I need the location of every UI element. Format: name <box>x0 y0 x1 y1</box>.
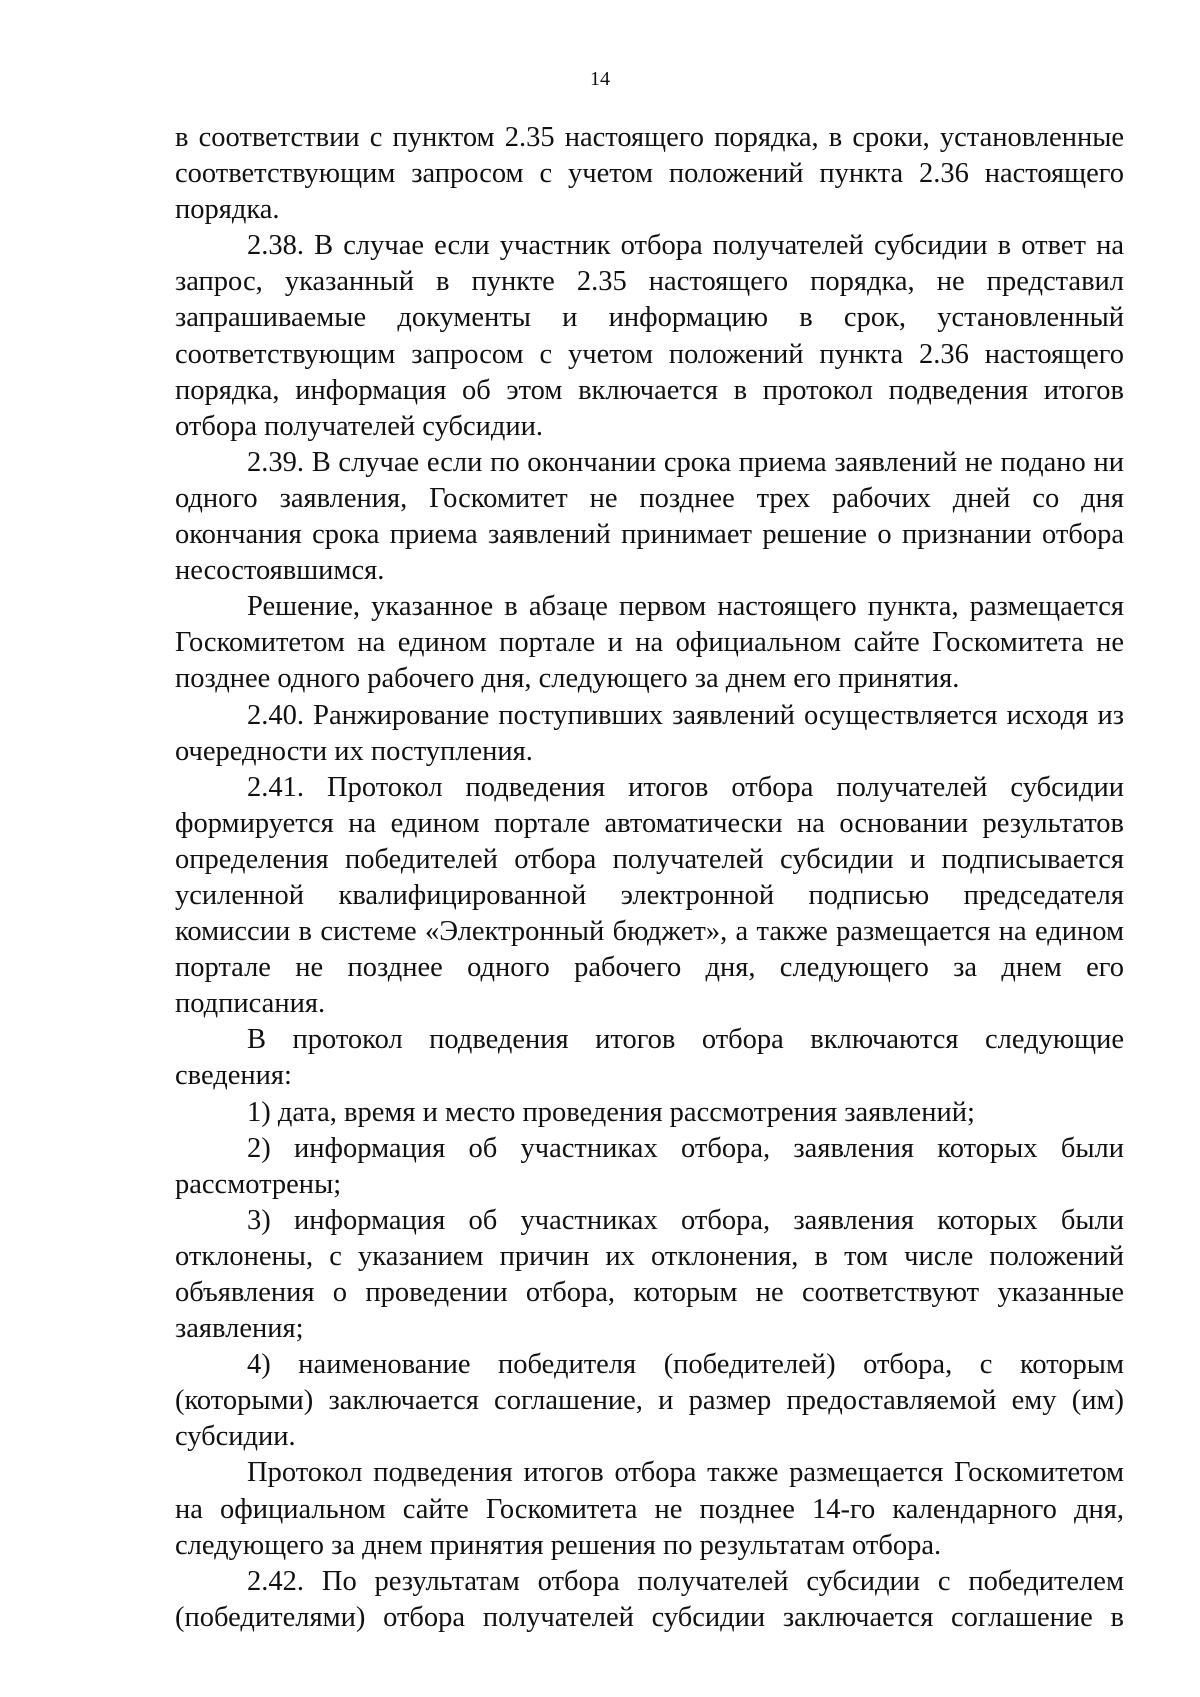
list-item-4: 4) наименование победителя (победителей) отбора, с которым (которыми) заключается соглашение, и размер предоставляемой ему (им) субсидии. <box>175 1349 1124 1453</box>
paragraph-continuation: в соответствии с пунктом 2.35 настоящего порядка, в сроки, установленные соответствующим запросом с учетом положений пункта 2.36 настоящего порядка. <box>175 122 1124 226</box>
paragraph-2-42: 2.42. По результатам отбора получателей субсидии с победителем (победителями) отбора получателей субсидии заключается соглашение в <box>175 1565 1124 1633</box>
document-body <box>175 120 1124 1636</box>
paragraph-2-38: 2.38. В случае если участник отбора получателей субсидии в ответ на запрос, указанный в пункте 2.35 настоящего порядка, не представил запрашиваемые документы и информацию в срок, установленный соответствующим запросом с учетом положений пункта 2.36 настоящего порядка, информация об этом включается в протокол подведения итогов отбора получателей субсидии. <box>175 230 1124 442</box>
page-number: 14 <box>590 68 610 90</box>
list-item-3: 3) информация об участниках отбора, заявления которых были отклонены, с указанием причин их отклонения, в том числе положений объявления о проведении отбора, которым не соответствуют указанные заявления; <box>175 1204 1124 1345</box>
list-item-1: 1) дата, время и место проведения рассмотрения заявлений; <box>247 1096 975 1128</box>
paragraph-2-40: 2.40. Ранжирование поступивших заявлений осуществляется исходя из очередности их поступления. <box>175 699 1124 767</box>
paragraph-protocol-contents: В протокол подведения итогов отбора включаются следующие сведения: <box>175 1024 1124 1092</box>
paragraph-2-39: 2.39. В случае если по окончании срока приема заявлений не подано ни одного заявления, Госкомитет не позднее трех рабочих дней со дня окончания срока приема заявлений принимает решение о признании отбора несостоявшимся. <box>175 446 1124 587</box>
paragraph-2-39-decision: Решение, указанное в абзаце первом настоящего пункта, размещается Госкомитетом на едином портале и на официальном сайте Госкомитета не позднее одного рабочего дня, следующего за днем его принятия. <box>175 591 1124 695</box>
paragraph-2-41: 2.41. Протокол подведения итогов отбора получателей субсидии формируется на едином портале автоматически на основании результатов определения победителей отбора получателей субсидии и подписывается усиленной квалифицированной электронной подписью председателя комиссии в системе «Электронный бюджет», а также размещается на едином портале не позднее одного рабочего дня, следующего за днем его подписания. <box>175 771 1124 1020</box>
list-item-2: 2) информация об участниках отбора, заявления которых были рассмотрены; <box>175 1132 1124 1200</box>
paragraph-protocol-publication: Протокол подведения итогов отбора также размещается Госкомитетом на официальном сайте Госкомитета не позднее 14-го календарного дня, следующего за днем принятия решения по результатам отбора. <box>175 1457 1124 1561</box>
